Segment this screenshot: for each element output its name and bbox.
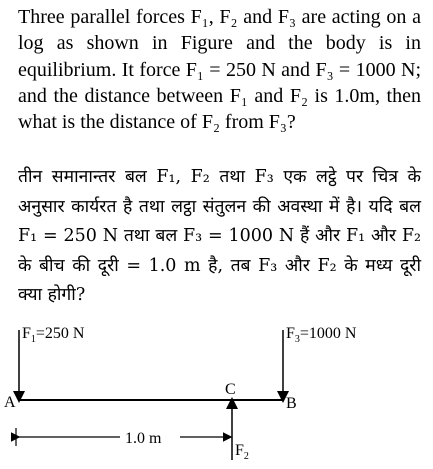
point-c-label: C: [225, 381, 236, 398]
point-b-label: B: [286, 395, 297, 412]
question-hindi: तीन समानान्तर बल F₁, F₂ तथा F₃ एक लट्ठे पर चित्र के अनुसार कार्यरत है तथा लट्ठा संतुलन की अवस्था में है। यदि बल F₁ = 250 N तथा बल F₃ = 1000 N हैं और F₁ और F₂ के बीच की दूरी = 1.0 m है, तब F₃ और F₂ के मध्य दूरी क्या होगी?: [18, 167, 421, 305]
point-a-label: A: [4, 394, 16, 411]
f1-label: $F_1=250$ N: [22, 325, 85, 345]
f3-label: $F_3=1000$ N: [286, 325, 357, 345]
question-english: Three parallel forces F₁, F₂ and F₃ are acting on a log as shown in Figure and the body is in equilibrium. It force F₁ = 250 N and F₃ = 1000 N; and the distance between F₁ and F₂ is 1.0m, then what is the distance of F₂ from F₃?: [18, 6, 421, 134]
f2-label: $F_2$: [235, 442, 249, 462]
distance-label: 1.0 m: [125, 430, 162, 447]
